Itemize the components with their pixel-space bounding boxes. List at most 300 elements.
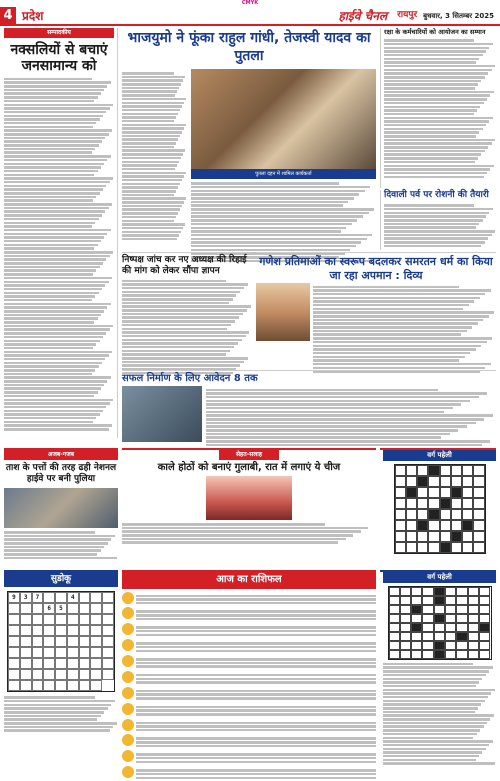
zodiac-icon [122, 639, 134, 651]
crossword-cell [473, 542, 484, 553]
text-line [4, 399, 113, 402]
text-line [136, 674, 376, 677]
text-line [191, 197, 354, 200]
text-line [384, 50, 486, 53]
sudoku-cell [79, 636, 91, 647]
sudoku-cell [20, 647, 32, 658]
text-line [383, 696, 488, 699]
horoscope-tag: आज का राशिफल [122, 572, 376, 589]
text-line [136, 614, 376, 617]
text-line [122, 116, 176, 119]
sudoku-cell [79, 680, 91, 691]
text-line [4, 174, 94, 177]
sudoku-cell [43, 669, 55, 680]
text-line [191, 201, 348, 204]
text-line [4, 292, 99, 295]
horoscope-row [122, 750, 376, 763]
text-line [384, 39, 474, 42]
text-line [383, 663, 473, 666]
horoscope-row [122, 734, 376, 747]
text-line [4, 351, 112, 354]
story-left [122, 252, 252, 368]
text-line [384, 204, 474, 207]
text-line [136, 642, 376, 645]
horoscope-row [122, 766, 376, 779]
word-puzzle-cell [479, 641, 490, 650]
text-line [122, 172, 186, 175]
word-puzzle-cell [389, 650, 400, 659]
text-line [4, 413, 100, 416]
text-line [4, 148, 95, 151]
sudoku-cell [55, 614, 67, 625]
sudoku-cell [8, 625, 20, 636]
text-line [384, 245, 481, 248]
sudoku-cell [20, 658, 32, 669]
horoscope-row [122, 623, 376, 636]
sudoku-cell [102, 669, 114, 680]
text-line [4, 181, 110, 184]
crossword-cell [428, 531, 439, 542]
text-line [136, 658, 376, 661]
text-line [136, 741, 376, 744]
text-line [122, 298, 233, 301]
text-line [4, 199, 93, 202]
text-line [383, 737, 473, 740]
text-line [313, 286, 459, 289]
word-puzzle-cell [456, 587, 467, 596]
word-puzzle-tag: वर्ग पहेली [383, 572, 496, 583]
crossword-cell [440, 531, 451, 542]
text-line [384, 168, 490, 171]
ajab-gajab-headline: ताश के पत्तों की तरह ढही नेशनल हाईवे पर बनी पुलिया [5, 462, 117, 484]
ajab-gajab-body [4, 531, 118, 559]
text-line [4, 92, 101, 95]
crossword-cell [440, 487, 451, 498]
text-line [313, 326, 472, 329]
word-puzzle-cell [400, 623, 411, 632]
text-line [122, 234, 179, 237]
crossword-cell [406, 465, 417, 476]
text-line [384, 172, 487, 175]
text-line [4, 244, 98, 247]
text-line [4, 218, 99, 221]
cmyk-mark: CMYK [241, 0, 259, 6]
word-puzzle-cell [389, 605, 400, 614]
word-puzzle-cell [422, 614, 433, 623]
text-line [4, 538, 111, 541]
crossword-cell [451, 476, 462, 487]
text-line [384, 226, 476, 229]
text-line [122, 320, 235, 323]
mid-story-photo [122, 386, 202, 442]
text-line [206, 422, 476, 425]
text-line [383, 733, 477, 736]
word-puzzle-cell [434, 623, 445, 632]
top-story [122, 28, 376, 250]
word-puzzle-cell [434, 587, 445, 596]
text-line [313, 348, 476, 351]
sudoku-cell [32, 603, 44, 614]
sudoku-cell [102, 658, 114, 669]
text-line [122, 120, 174, 123]
text-line [191, 186, 371, 189]
text-line [313, 330, 467, 333]
text-line [383, 681, 479, 684]
sudoku-cell [55, 592, 67, 603]
sudoku-cell [90, 680, 102, 691]
text-line [384, 91, 494, 94]
crossword-cell [462, 487, 473, 498]
text-line [4, 380, 107, 383]
crossword-cell [406, 531, 417, 542]
text-line [384, 161, 475, 164]
text-line [122, 350, 230, 353]
text-line [4, 391, 98, 394]
sudoku-cell [43, 680, 55, 691]
text-line [4, 96, 98, 99]
word-puzzle-cell [389, 587, 400, 596]
text-line [136, 725, 376, 728]
crossword-cell [462, 509, 473, 520]
text-line [136, 598, 376, 601]
sudoku-cell [55, 680, 67, 691]
sudoku-cell [67, 636, 79, 647]
text-line [4, 133, 109, 136]
word-puzzle-cell [445, 587, 456, 596]
text-line [383, 729, 480, 732]
text-line [4, 557, 117, 560]
text-line [383, 725, 484, 728]
crossword-cell [406, 509, 417, 520]
text-line [313, 356, 465, 359]
text-line [4, 325, 113, 328]
sudoku-cell [67, 625, 79, 636]
word-puzzle-grid [388, 586, 492, 660]
word-puzzle-cell [456, 623, 467, 632]
text-line [122, 124, 186, 127]
text-line [384, 109, 477, 112]
sudoku-cell [43, 658, 55, 669]
text-line [122, 302, 229, 305]
horoscope-row [122, 607, 376, 620]
text-line [384, 47, 489, 50]
text-line [4, 229, 111, 232]
text-line [4, 354, 109, 357]
text-line [4, 553, 97, 556]
text-line [4, 535, 115, 538]
text-line [383, 674, 486, 677]
sudoku-cell [90, 658, 102, 669]
text-line [384, 80, 481, 83]
text-line [384, 65, 495, 68]
crossword-cell [428, 520, 439, 531]
text-line [122, 364, 240, 367]
text-line [122, 102, 184, 105]
sudoku-cell [90, 614, 102, 625]
text-line [122, 527, 368, 530]
crossword-cell [406, 487, 417, 498]
crossword-cell [395, 509, 406, 520]
text-line [4, 332, 106, 335]
text-line [4, 236, 104, 239]
text-line [4, 281, 109, 284]
text-line [4, 347, 93, 350]
word-puzzle-cell [456, 632, 467, 641]
word-puzzle-cell [479, 596, 490, 605]
text-line [4, 542, 108, 545]
text-line [136, 773, 376, 776]
section-title: प्रदेश [22, 8, 44, 23]
text-line [313, 333, 461, 336]
text-line [4, 233, 107, 236]
text-line [313, 289, 491, 292]
text-line [206, 429, 458, 432]
text-line [4, 299, 92, 302]
text-line [384, 43, 493, 46]
word-puzzle-cell [400, 632, 411, 641]
mid-story-headline: सफल निर्माण के लिए आवेदन 8 तक [122, 373, 258, 384]
text-line [4, 185, 106, 188]
text-line [122, 342, 238, 345]
sudoku-cell [79, 592, 91, 603]
text-line [313, 315, 489, 318]
crossword-cell [395, 520, 406, 531]
text-line [206, 414, 493, 417]
text-line [4, 122, 96, 125]
text-line [4, 321, 94, 324]
zodiac-icon [122, 719, 134, 731]
text-line [4, 81, 111, 84]
word-puzzle-cell [434, 614, 445, 623]
word-puzzle-cell [411, 632, 422, 641]
text-line [122, 138, 178, 141]
crossword-cell [462, 476, 473, 487]
text-line [122, 197, 186, 200]
zodiac-icon [122, 750, 134, 762]
text-line [4, 365, 99, 368]
crossword-cell [395, 498, 406, 509]
text-line [313, 308, 463, 311]
text-line [384, 102, 484, 105]
crossword-cell [451, 509, 462, 520]
right-story-2-headline: दिवाली पर्व पर रोशनी की तैयारी [384, 190, 489, 200]
text-line [313, 311, 494, 314]
sudoku-cell [67, 647, 79, 658]
crossword-section [380, 448, 496, 568]
crossword-tag: वर्ग पहेली [383, 450, 496, 461]
text-line [4, 314, 101, 317]
word-puzzle-cell [400, 641, 411, 650]
text-line [4, 421, 93, 424]
text-line [122, 309, 247, 312]
text-line [384, 117, 493, 120]
text-line [122, 127, 184, 130]
text-line [4, 107, 110, 110]
word-puzzle-cell [422, 596, 433, 605]
sudoku-cell [8, 680, 20, 691]
text-line [4, 85, 107, 88]
text-line [206, 418, 484, 421]
text-line [206, 392, 487, 395]
text-line [122, 76, 185, 79]
text-line [384, 146, 488, 149]
text-line [384, 98, 487, 101]
text-line [313, 297, 480, 300]
word-puzzle-cell [468, 632, 479, 641]
sudoku-cell [43, 647, 55, 658]
text-line [383, 755, 479, 758]
word-puzzle-cell [411, 641, 422, 650]
editorial-label: सम्पादकीय [4, 28, 114, 38]
text-line [122, 135, 180, 138]
sudoku-cell: 4 [67, 592, 79, 603]
word-puzzle-cell [434, 641, 445, 650]
text-line [384, 69, 492, 72]
text-line [122, 324, 231, 327]
crossword-cell [417, 476, 428, 487]
text-line [313, 337, 492, 340]
sudoku-cell [20, 636, 32, 647]
word-puzzle-cell [445, 632, 456, 641]
word-puzzle-cell [400, 587, 411, 596]
brand-name: हाईवे चैनल [338, 8, 388, 23]
text-line [383, 678, 482, 681]
text-line [384, 219, 483, 222]
text-line [4, 240, 101, 243]
sudoku-cell [20, 625, 32, 636]
zodiac-icon [122, 703, 134, 715]
crossword-cell [406, 498, 417, 509]
word-puzzle-cell [422, 587, 433, 596]
top-story-body [122, 72, 187, 240]
sudoku-cell: 3 [20, 592, 32, 603]
word-puzzle-cell [445, 614, 456, 623]
text-line [4, 295, 95, 298]
text-line [4, 343, 96, 346]
right-top-story [380, 28, 496, 188]
edition-date: बुधवार, 3 सितम्बर 2025 [423, 11, 494, 20]
crossword-cell [417, 487, 428, 498]
horoscope-list [122, 592, 376, 780]
text-line [384, 223, 479, 226]
text-line [122, 538, 346, 541]
text-line [136, 757, 376, 760]
text-line [136, 634, 376, 637]
text-line [384, 113, 474, 116]
text-line [4, 303, 111, 306]
text-line [4, 722, 117, 725]
text-line [122, 183, 180, 186]
text-line [4, 340, 100, 343]
word-puzzle-cell [389, 641, 400, 650]
text-line [383, 714, 494, 717]
sudoku-cell [79, 647, 91, 658]
text-line [4, 203, 112, 206]
text-line [122, 146, 174, 149]
text-line [4, 78, 92, 81]
text-line [384, 142, 492, 145]
crossword-cell [473, 476, 484, 487]
text-line [136, 646, 376, 649]
crossword-cell [417, 465, 428, 476]
text-line [122, 353, 226, 356]
text-line [4, 711, 104, 714]
page-number: 4 [0, 7, 16, 25]
right-top-headline: रक्षा के कर्मचारियों को आयोजन का सम्मान [384, 28, 486, 36]
text-line [122, 291, 240, 294]
text-line [191, 204, 343, 207]
sudoku-cell [90, 669, 102, 680]
text-line [384, 215, 486, 218]
word-puzzle-cell [434, 650, 445, 659]
text-line [4, 111, 106, 114]
text-line [136, 777, 376, 780]
text-line [313, 304, 469, 307]
text-line [206, 440, 490, 443]
text-line [136, 690, 376, 693]
sudoku-cell: 7 [32, 592, 44, 603]
word-puzzle-cell [445, 650, 456, 659]
text-line [136, 650, 376, 653]
ajab-gajab-photo [4, 488, 118, 528]
word-puzzle-cell [456, 614, 467, 623]
sudoku-cell [8, 636, 20, 647]
text-line [384, 230, 495, 233]
text-line [4, 310, 104, 313]
text-line [4, 129, 112, 132]
sudoku-cell [32, 636, 44, 647]
word-puzzle-cell [422, 650, 433, 659]
sudoku-cell [8, 603, 20, 614]
text-line [4, 531, 95, 534]
zodiac-icon [122, 655, 134, 667]
text-line [4, 395, 94, 398]
text-line [122, 94, 175, 97]
text-line [206, 400, 470, 403]
text-line [206, 389, 438, 392]
text-line [383, 700, 485, 703]
sudoku-cell [32, 614, 44, 625]
text-line [313, 341, 487, 344]
text-line [313, 319, 483, 322]
crossword-cell [428, 476, 439, 487]
word-puzzle-cell [434, 596, 445, 605]
horoscope-row [122, 639, 376, 652]
crossword-cell [451, 542, 462, 553]
sudoku-cell [90, 625, 102, 636]
crossword-grid [394, 464, 486, 554]
text-line [136, 761, 376, 764]
sudoku-cell [32, 658, 44, 669]
health-section [122, 448, 376, 568]
text-line [191, 182, 339, 185]
text-line [122, 109, 180, 112]
sudoku-cell [55, 669, 67, 680]
text-line [122, 186, 178, 189]
text-line [384, 208, 493, 211]
zodiac-icon [122, 734, 134, 746]
horoscope-row [122, 592, 376, 605]
text-line [384, 72, 488, 75]
word-puzzle-cell [468, 596, 479, 605]
text-line [4, 277, 112, 280]
text-line [4, 258, 106, 261]
crossword-cell [440, 520, 451, 531]
horoscope-row [122, 671, 376, 684]
text-line [122, 90, 177, 93]
crossword-cell [428, 542, 439, 553]
sudoku-cell [67, 680, 79, 691]
